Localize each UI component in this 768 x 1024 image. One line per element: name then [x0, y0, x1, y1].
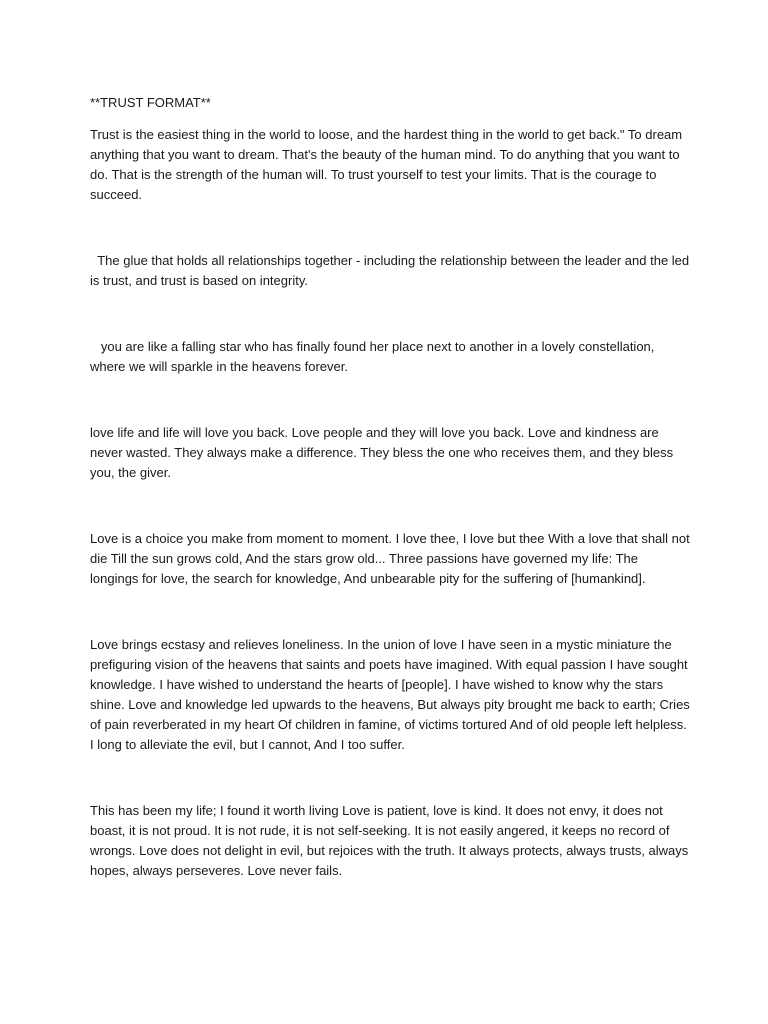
paragraph-1: Trust is the easiest thing in the world to loose, and the hardest thing in the world to get back." To dream anything that you want to dream. That's the beauty of the human mind. To do anything that you want to do. That is the strength of the human will. To trust yourself to test your limits. That is the courage to succeed.	[90, 127, 686, 202]
document-title: **TRUST FORMAT**	[90, 95, 211, 110]
paragraph-5: Love is a choice you make from moment to moment. I love thee, I love but thee With a love that shall not die Till the sun grows cold, And the stars grow old... Three passions have governed my life: The longings for love, the search for knowledge, And unbearable pity for the suffering of [humankind].	[90, 531, 694, 586]
paragraph-7: This has been my life; I found it worth living Love is patient, love is kind. It does not envy, it does not boast, it is not proud. It is not rude, it is not self-seeking. It is not easily angered, it keeps no record of wrongs. Love does not delight in evil, but rejoices with the truth. It always protects, always trusts, always hopes, always perseveres. Love never fails.	[90, 803, 692, 878]
paragraph-2: The glue that holds all relationships together - including the relationship between the leader and the led is trust, and trust is based on integrity.	[90, 253, 693, 288]
paragraph-6: Love brings ecstasy and relieves loneliness. In the union of love I have seen in a mystic miniature the prefiguring vision of the heavens that saints and poets have imagined. With equal passion I have sought knowledge. I have wished to understand the hearts of [people]. I have wished to know why the stars shine. Love and knowledge led upwards to the heavens, But always pity brought me back to earth; Cries of pain reverberated in my heart Of children in famine, of victims tortured And of old people left helpless. I long to alleviate the evil, but I cannot, And I too suffer.	[90, 637, 694, 752]
paragraph-4: love life and life will love you back. Love people and they will love you back. Love and kindness are never wasted. They always make a difference. They bless the one who receives them, and they bless you, the giver.	[90, 425, 677, 480]
paragraph-3: you are like a falling star who has finally found her place next to another in a lovely constellation, where we will sparkle in the heavens forever.	[90, 339, 659, 374]
